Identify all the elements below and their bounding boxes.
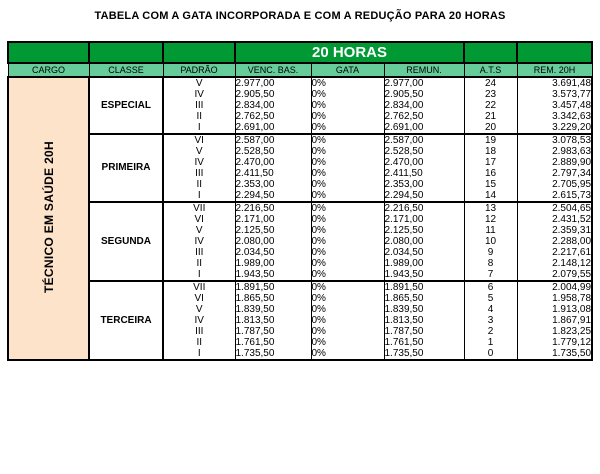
- padrao-cell: IV: [163, 157, 235, 168]
- header-remun: REMUN.: [384, 63, 464, 77]
- venc-bas-cell: 2.080,00: [235, 236, 311, 247]
- rem-20h-cell: 1.823,25: [517, 326, 592, 337]
- remun-cell: 2.977,00: [384, 77, 464, 89]
- remun-cell: 2.294,50: [384, 190, 464, 202]
- padrao-cell: V: [163, 304, 235, 315]
- table-row: [8, 202, 592, 214]
- venc-bas-cell: 2.762,50: [235, 111, 311, 122]
- padrao-cell: I: [163, 122, 235, 134]
- salary-table: [7, 41, 593, 361]
- padrao-cell: VI: [163, 293, 235, 304]
- ats-cell: 19: [464, 134, 517, 146]
- venc-bas-cell: 1.761,50: [235, 337, 311, 348]
- venc-bas-cell: 2.528,50: [235, 146, 311, 157]
- rem-20h-cell: 3.691,48: [517, 77, 592, 89]
- rem-20h-cell: 1.735,50: [517, 348, 592, 360]
- padrao-cell: VI: [163, 214, 235, 225]
- venc-bas-cell: 2.411,50: [235, 168, 311, 179]
- padrao-cell: III: [163, 326, 235, 337]
- remun-cell: 2.125,50: [384, 225, 464, 236]
- gata-cell: 0%: [311, 326, 384, 337]
- corner-cell: [464, 42, 517, 63]
- rem-20h-cell: 1.958,78: [517, 293, 592, 304]
- ats-cell: 18: [464, 146, 517, 157]
- gata-cell: 0%: [311, 146, 384, 157]
- cargo-cell: [8, 77, 89, 360]
- ats-cell: 4: [464, 304, 517, 315]
- venc-bas-cell: 1.839,50: [235, 304, 311, 315]
- header-classe: CLASSE: [89, 63, 163, 77]
- venc-bas-cell: 2.905,50: [235, 89, 311, 100]
- classe-cell: PRIMEIRA: [89, 134, 163, 202]
- venc-bas-cell: 1.989,00: [235, 258, 311, 269]
- corner-cell: [8, 42, 89, 63]
- venc-bas-cell: 2.587,00: [235, 134, 311, 146]
- ats-cell: 2: [464, 326, 517, 337]
- padrao-cell: V: [163, 77, 235, 89]
- rem-20h-cell: 2.705,95: [517, 179, 592, 190]
- padrao-cell: VI: [163, 134, 235, 146]
- rem-20h-cell: 3.229,20: [517, 122, 592, 134]
- venc-bas-cell: 2.977,00: [235, 77, 311, 89]
- venc-bas-cell: 1.865,50: [235, 293, 311, 304]
- ats-cell: 24: [464, 77, 517, 89]
- padrao-cell: III: [163, 247, 235, 258]
- ats-cell: 21: [464, 111, 517, 122]
- remun-cell: 1.839,50: [384, 304, 464, 315]
- remun-cell: 2.216,50: [384, 202, 464, 214]
- header-rem-20h: REM. 20H: [517, 63, 592, 77]
- ats-cell: 10: [464, 236, 517, 247]
- rem-20h-cell: 2.431,52: [517, 214, 592, 225]
- classe-cell: SEGUNDA: [89, 202, 163, 281]
- rem-20h-cell: 3.457,48: [517, 100, 592, 111]
- gata-cell: 0%: [311, 134, 384, 146]
- ats-cell: 11: [464, 225, 517, 236]
- hours-title: 20 HORAS: [235, 42, 464, 63]
- remun-cell: 2.411,50: [384, 168, 464, 179]
- padrao-cell: III: [163, 100, 235, 111]
- cargo-label: TÉCNICO EM SAÚDE 20H: [41, 140, 56, 294]
- gata-cell: 0%: [311, 190, 384, 202]
- rem-20h-cell: 3.573,77: [517, 89, 592, 100]
- padrao-cell: IV: [163, 89, 235, 100]
- table-row: [8, 281, 592, 293]
- gata-cell: 0%: [311, 111, 384, 122]
- ats-cell: 5: [464, 293, 517, 304]
- remun-cell: 2.587,00: [384, 134, 464, 146]
- gata-cell: 0%: [311, 281, 384, 293]
- ats-cell: 23: [464, 89, 517, 100]
- hours-header-row: [8, 42, 592, 63]
- header-gata: GATA: [311, 63, 384, 77]
- rem-20h-cell: 2.504,65: [517, 202, 592, 214]
- remun-cell: 1.989,00: [384, 258, 464, 269]
- padrao-cell: II: [163, 111, 235, 122]
- ats-cell: 20: [464, 122, 517, 134]
- ats-cell: 9: [464, 247, 517, 258]
- venc-bas-cell: 2.834,00: [235, 100, 311, 111]
- padrao-cell: V: [163, 225, 235, 236]
- padrao-cell: II: [163, 337, 235, 348]
- gata-cell: 0%: [311, 236, 384, 247]
- ats-cell: 0: [464, 348, 517, 360]
- venc-bas-cell: 1.813,50: [235, 315, 311, 326]
- remun-cell: 2.905,50: [384, 89, 464, 100]
- padrao-cell: VII: [163, 202, 235, 214]
- padrao-cell: V: [163, 146, 235, 157]
- table-row: [8, 134, 592, 146]
- remun-cell: 1.761,50: [384, 337, 464, 348]
- rem-20h-cell: 2.615,73: [517, 190, 592, 202]
- ats-cell: 8: [464, 258, 517, 269]
- rem-20h-cell: 3.342,63: [517, 111, 592, 122]
- rem-20h-cell: 1.779,12: [517, 337, 592, 348]
- gata-cell: 0%: [311, 100, 384, 111]
- gata-cell: 0%: [311, 168, 384, 179]
- rem-20h-cell: 1.867,91: [517, 315, 592, 326]
- venc-bas-cell: 2.353,00: [235, 179, 311, 190]
- remun-cell: 2.034,50: [384, 247, 464, 258]
- remun-cell: 1.787,50: [384, 326, 464, 337]
- rem-20h-cell: 2.889,90: [517, 157, 592, 168]
- rem-20h-cell: 2.359,31: [517, 225, 592, 236]
- ats-cell: 17: [464, 157, 517, 168]
- padrao-cell: I: [163, 269, 235, 281]
- padrao-cell: II: [163, 179, 235, 190]
- padrao-cell: I: [163, 348, 235, 360]
- venc-bas-cell: 1.891,50: [235, 281, 311, 293]
- rem-20h-cell: 2.079,55: [517, 269, 592, 281]
- remun-cell: 2.528,50: [384, 146, 464, 157]
- ats-cell: 15: [464, 179, 517, 190]
- corner-cell: [517, 42, 592, 63]
- gata-cell: 0%: [311, 122, 384, 134]
- rem-20h-cell: 1.913,08: [517, 304, 592, 315]
- remun-cell: 1.735,50: [384, 348, 464, 360]
- ats-cell: 1: [464, 337, 517, 348]
- padrao-cell: III: [163, 168, 235, 179]
- gata-cell: 0%: [311, 179, 384, 190]
- rem-20h-cell: 2.983,63: [517, 146, 592, 157]
- venc-bas-cell: 2.125,50: [235, 225, 311, 236]
- column-header-row: [8, 63, 592, 77]
- gata-cell: 0%: [311, 89, 384, 100]
- ats-cell: 12: [464, 214, 517, 225]
- padrao-cell: IV: [163, 315, 235, 326]
- rem-20h-cell: 2.288,00: [517, 236, 592, 247]
- remun-cell: 1.813,50: [384, 315, 464, 326]
- header-venc-bas: VENC. BAS.: [235, 63, 311, 77]
- corner-cell: [163, 42, 235, 63]
- gata-cell: 0%: [311, 269, 384, 281]
- remun-cell: 2.762,50: [384, 111, 464, 122]
- remun-cell: 2.080,00: [384, 236, 464, 247]
- remun-cell: 2.470,00: [384, 157, 464, 168]
- gata-cell: 0%: [311, 225, 384, 236]
- ats-cell: 6: [464, 281, 517, 293]
- table-row: [8, 77, 592, 89]
- gata-cell: 0%: [311, 348, 384, 360]
- gata-cell: 0%: [311, 214, 384, 225]
- remun-cell: 1.891,50: [384, 281, 464, 293]
- padrao-cell: VII: [163, 281, 235, 293]
- classe-cell: ESPECIAL: [89, 77, 163, 134]
- venc-bas-cell: 2.294,50: [235, 190, 311, 202]
- rem-20h-cell: 2.004,99: [517, 281, 592, 293]
- remun-cell: 1.865,50: [384, 293, 464, 304]
- rem-20h-cell: 2.797,34: [517, 168, 592, 179]
- ats-cell: 14: [464, 190, 517, 202]
- header-padrao: PADRÃO: [163, 63, 235, 77]
- padrao-cell: IV: [163, 236, 235, 247]
- padrao-cell: I: [163, 190, 235, 202]
- venc-bas-cell: 1.943,50: [235, 269, 311, 281]
- remun-cell: 2.171,00: [384, 214, 464, 225]
- ats-cell: 7: [464, 269, 517, 281]
- venc-bas-cell: 2.691,00: [235, 122, 311, 134]
- ats-cell: 3: [464, 315, 517, 326]
- gata-cell: 0%: [311, 258, 384, 269]
- venc-bas-cell: 2.034,50: [235, 247, 311, 258]
- remun-cell: 2.353,00: [384, 179, 464, 190]
- venc-bas-cell: 2.171,00: [235, 214, 311, 225]
- venc-bas-cell: 2.470,00: [235, 157, 311, 168]
- venc-bas-cell: 1.735,50: [235, 348, 311, 360]
- gata-cell: 0%: [311, 157, 384, 168]
- header-ats: A.T.S: [464, 63, 517, 77]
- ats-cell: 22: [464, 100, 517, 111]
- gata-cell: 0%: [311, 202, 384, 214]
- page-title: TABELA COM A GATA INCORPORADA E COM A REDUÇÃO PARA 20 HORAS: [94, 10, 506, 22]
- header-cargo: CARGO: [8, 63, 89, 77]
- gata-cell: 0%: [311, 337, 384, 348]
- rem-20h-cell: 3.078,53: [517, 134, 592, 146]
- gata-cell: 0%: [311, 293, 384, 304]
- remun-cell: 2.834,00: [384, 100, 464, 111]
- remun-cell: 1.943,50: [384, 269, 464, 281]
- classe-cell: TERCEIRA: [89, 281, 163, 360]
- gata-cell: 0%: [311, 304, 384, 315]
- gata-cell: 0%: [311, 77, 384, 89]
- gata-cell: 0%: [311, 247, 384, 258]
- venc-bas-cell: 2.216,50: [235, 202, 311, 214]
- ats-cell: 16: [464, 168, 517, 179]
- rem-20h-cell: 2.148,12: [517, 258, 592, 269]
- venc-bas-cell: 1.787,50: [235, 326, 311, 337]
- gata-cell: 0%: [311, 315, 384, 326]
- rem-20h-cell: 2.217,61: [517, 247, 592, 258]
- ats-cell: 13: [464, 202, 517, 214]
- corner-cell: [89, 42, 163, 63]
- remun-cell: 2.691,00: [384, 122, 464, 134]
- padrao-cell: II: [163, 258, 235, 269]
